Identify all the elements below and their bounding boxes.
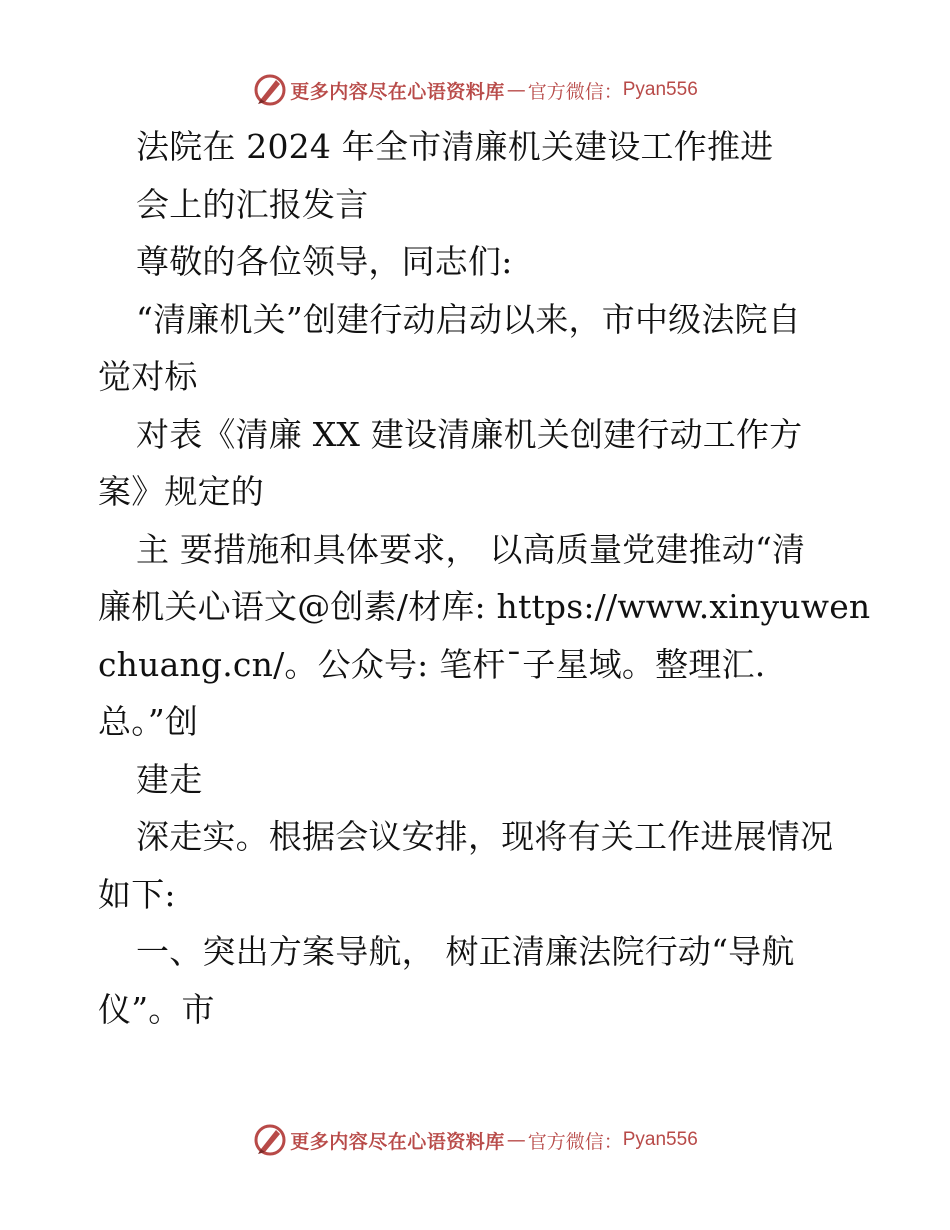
banner-text: 更多内容尽在心语资料库 [290,80,505,103]
doc-line: 对表《清廉 XX 建设清廉机关创建行动工作方 [136,414,803,454]
banner-wechat-id: Pyan556 [622,79,698,100]
document-body [98,118,871,1038]
header-banner [0,70,950,110]
banner-separator: — [506,1129,526,1151]
doc-line: 廉机关心语文@创素/材库: https://www.xinyuwen [98,587,871,626]
doc-line: 一、突出方案导航， 树正清廉法院行动“导航 [136,932,795,971]
doc-line: chuang.cn/。公众号: 笔杆¯子星域。整理汇. [98,644,766,684]
doc-line: 会上的汇报发言 [136,184,369,224]
pen-logo-icon [252,1122,288,1158]
doc-line: 主 要措施和具体要求， 以高质量党建推动“清 [136,529,806,569]
doc-line: 觉对标 [98,357,198,396]
doc-line: 如下: [98,874,176,914]
doc-line: 案》规定的 [98,472,264,511]
banner-wechat-label: 官方微信： [527,1130,623,1153]
doc-line: 法院在 2024 年全市清廉机关建设工作推进 [136,127,774,166]
banner-separator: — [506,79,526,101]
pen-logo-icon [252,72,288,108]
banner-wechat-id: Pyan556 [622,1129,698,1150]
doc-line: 仪”。市 [98,989,215,1029]
doc-line: 深走实。根据会议安排，现将有关工作进展情况 [136,817,834,856]
doc-line: 尊敬的各位领导，同志们: [136,242,513,281]
banner-text: 更多内容尽在心语资料库 [290,1130,505,1153]
doc-line: 总。”创 [98,702,199,741]
banner-wechat-label: 官方微信： [527,80,623,103]
doc-line: 建走 [136,759,203,799]
footer-banner [0,1120,950,1160]
doc-line: “清廉机关”创建行动启动以来，市中级法院自 [136,299,801,339]
